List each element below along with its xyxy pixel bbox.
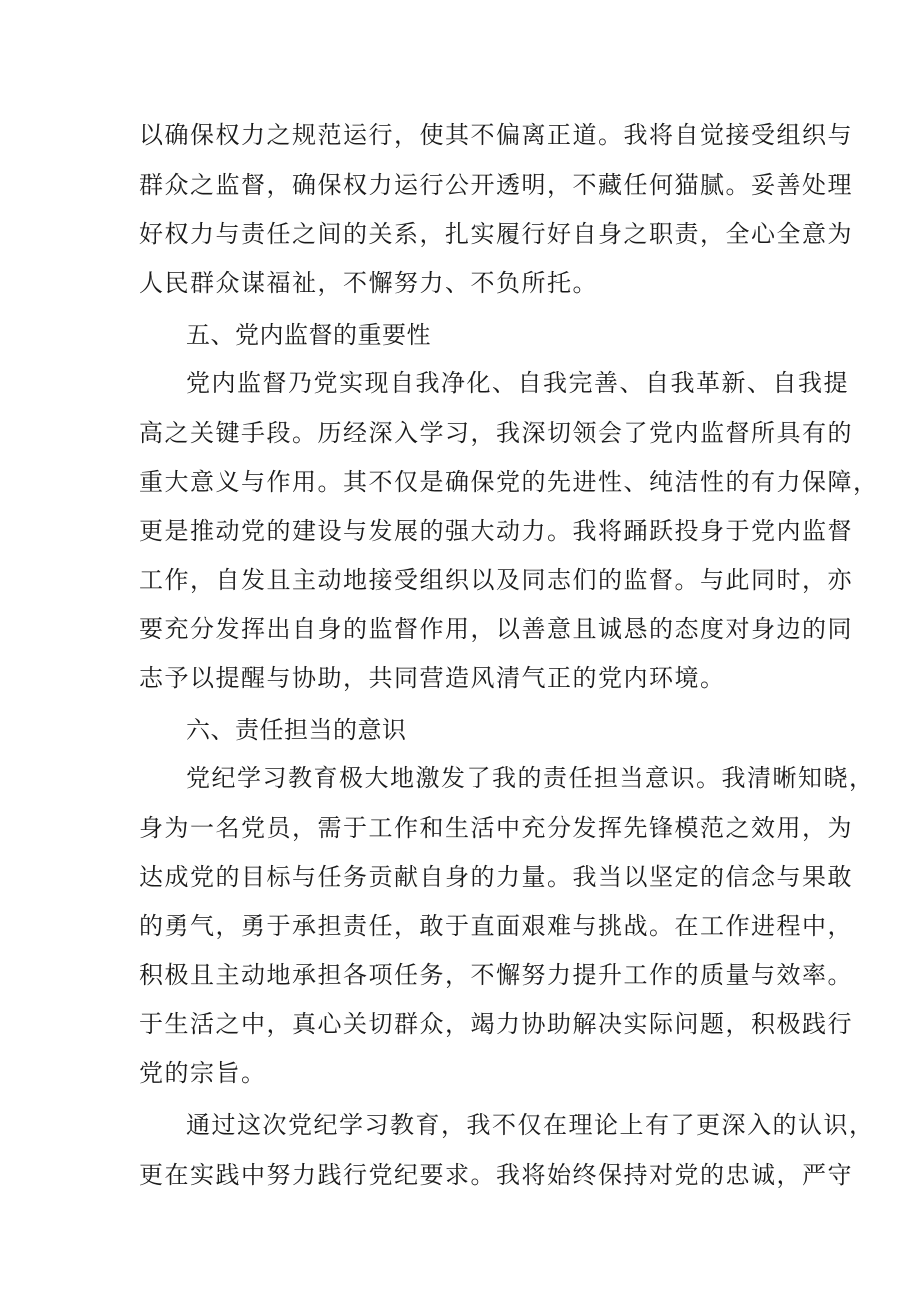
paragraph-line: 身为一名党员，需于工作和生活中充分发挥先锋模范之效用，为 — [139, 814, 853, 842]
paragraph-line: 高之关键手段。历经深入学习，我深切领会了党内监督所具有的 — [139, 419, 853, 447]
paragraph-line: 重大意义与作用。其不仅是确保党的先进性、纯洁性的有力保障， — [139, 468, 879, 496]
paragraph-line: 党内监督乃党实现自我净化、自我完善、自我革新、自我提 — [186, 369, 849, 397]
paragraph-line: 的勇气，勇于承担责任，敢于直面艰难与挑战。在工作进程中， — [139, 912, 853, 940]
section-heading: 六、责任担当的意识 — [186, 716, 407, 744]
section-heading: 五、党内监督的重要性 — [186, 321, 431, 349]
paragraph-line: 通过这次党纪学习教育，我不仅在理论上有了更深入的认识， — [186, 1111, 875, 1139]
paragraph-line: 达成党的目标与任务贡献自身的力量。我当以坚定的信念与果敢 — [139, 863, 853, 891]
paragraph-line: 人民群众谋福祉，不懈努力、不负所托。 — [139, 269, 598, 297]
paragraph-line: 更是推动党的建设与发展的强大动力。我将踊跃投身于党内监督 — [139, 517, 853, 545]
paragraph-line: 志予以提醒与协助，共同营造风清气正的党内环境。 — [139, 664, 726, 692]
paragraph-line: 积极且主动地承担各项任务，不懈努力提升工作的质量与效率。 — [139, 961, 853, 989]
paragraph-line: 工作，自发且主动地接受组织以及同志们的监督。与此同时，亦 — [139, 566, 853, 594]
paragraph-line: 党的宗旨。 — [139, 1059, 267, 1087]
paragraph-line: 于生活之中，真心关切群众，竭力协助解决实际问题，积极践行 — [139, 1010, 853, 1038]
paragraph-line: 更在实践中努力践行党纪要求。我将始终保持对党的忠诚，严守 — [139, 1161, 853, 1189]
paragraph-line: 要充分发挥出自身的监督作用，以善意且诚恳的态度对身边的同 — [139, 615, 853, 643]
paragraph-line: 以确保权力之规范运行，使其不偏离正道。我将自觉接受组织与 — [139, 121, 853, 149]
paragraph-line: 好权力与责任之间的关系，扎实履行好自身之职责，全心全意为 — [139, 220, 853, 248]
paragraph-line: 党纪学习教育极大地激发了我的责任担当意识。我清晰知晓， — [186, 764, 875, 792]
paragraph-line: 群众之监督，确保权力运行公开透明，不藏任何猫腻。妥善处理 — [139, 171, 853, 199]
